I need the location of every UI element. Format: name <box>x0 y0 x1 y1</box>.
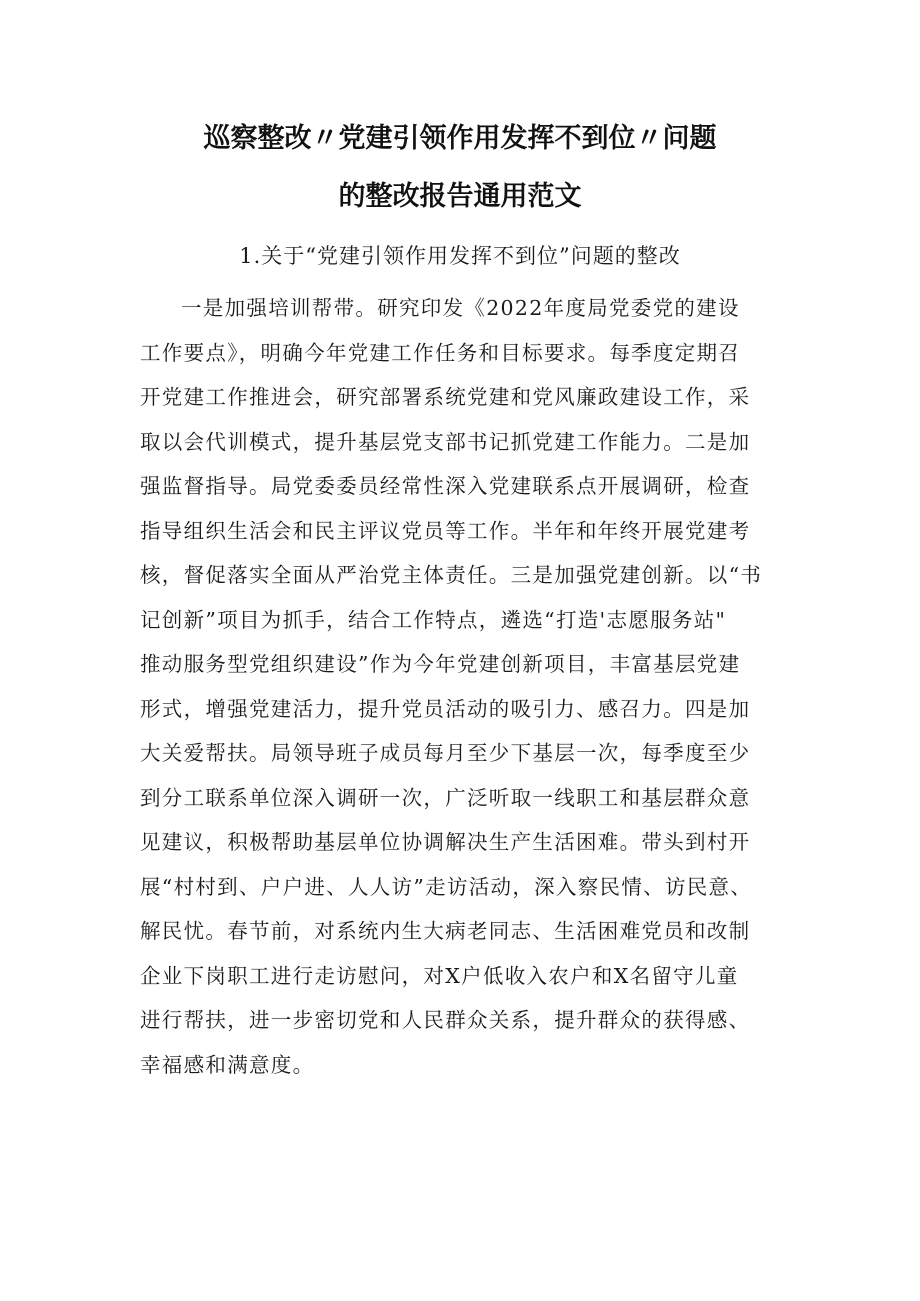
paragraph-line: 到分工联系单位深入调研一次，广泛听取一线职工和基层群众意 <box>140 785 751 810</box>
paragraph-line: 开党建工作推进会，研究部署系统党建和党风廉政建设工作，采 <box>140 385 751 409</box>
paragraph-line: 工作要点》，明确今年党建工作任务和目标要求。每季度定期召 <box>140 340 741 365</box>
paragraph-line: 强监督指导。局党委委员经常性深入党建联系点开展调研，检查 <box>140 474 751 498</box>
paragraph-line: 解民忧。春节前，对系统内生大病老同志、生活困难党员和改制 <box>140 919 751 943</box>
paragraph-line: 核，督促落实全面从严治党主体责任。三是加强党建创新。以“书 <box>140 563 763 587</box>
section-heading: 1.关于“党建引领作用发挥不到位”问题的整改 <box>239 244 681 268</box>
paragraph-line: 记创新”项目为抓手，结合工作特点，遴选“打造'志愿服务站" <box>140 607 727 632</box>
paragraph-line: 幸福感和满意度。 <box>140 1052 315 1077</box>
paragraph-line: 展“村村到、户户进、人人访”走访活动，深入察民情、访民意、 <box>140 874 753 899</box>
paragraph-line: 大关爱帮扶。局领导班子成员每月至少下基层一次，每季度至少 <box>140 741 751 765</box>
paragraph-line: 取以会代训模式，提升基层党支部书记抓党建工作能力。二是加 <box>140 429 751 454</box>
paragraph-line: 企业下岗职工进行走访慰问，对X户低收入农户和X名留守儿童 <box>140 963 739 988</box>
document-title-line-2: 的整改报告通用范文 <box>338 181 582 212</box>
paragraph-line: 进行帮扶，进一步密切党和人民群众关系，提升群众的获得感、 <box>140 1008 751 1032</box>
document-title-line-1: 巡察整改〃党建引领作用发挥不到位〃问题 <box>203 123 717 154</box>
paragraph-line: 推动服务型党组织建设”作为今年党建创新项目，丰富基层党建 <box>140 652 741 676</box>
paragraph-line: 一是加强培训帮带。研究印发《2022年度局党委党的建设 <box>181 296 740 320</box>
body-paragraph <box>140 286 820 1087</box>
paragraph-line: 形式，增强党建活力，提升党员活动的吸引力、感召力。四是加 <box>140 696 751 721</box>
paragraph-line: 见建议，积极帮助基层单位协调解决生产生活困难。带头到村开 <box>140 830 751 854</box>
paragraph-line: 指导组织生活会和民主评议党员等工作。半年和年终开展党建考 <box>140 518 751 543</box>
